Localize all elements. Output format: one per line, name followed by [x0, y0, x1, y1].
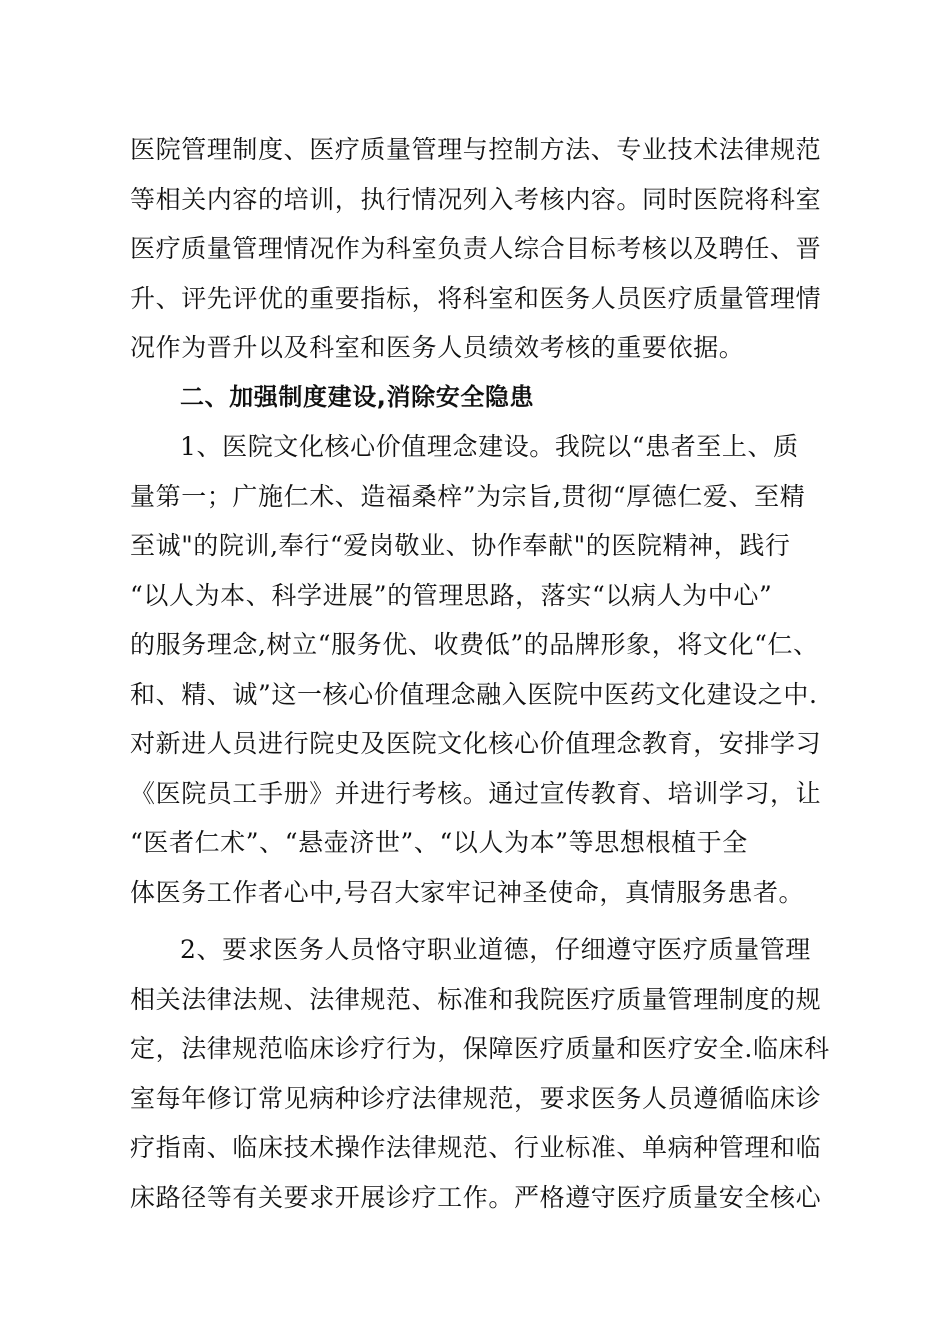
text-line: 《医院员工手册》并进行考核。通过宣传教育、培训学习，让 — [130, 778, 822, 808]
text-line: 相关法律法规、法律规范、标准和我院医疗质量管理制度的规 — [130, 984, 822, 1014]
paragraph-ethics — [130, 925, 835, 1222]
text-line: 1、医院文化核心价值理念建设。我院以“患者至上、质 — [180, 432, 799, 461]
text-line: “以人为本、科学进展”的管理思路，落实“以病人为中心” — [130, 580, 773, 610]
text-line: 和、精、诚”这一核心价值理念融入医院中医药文化建设之中. — [130, 679, 818, 709]
text-line: 对新进人员进行院史及医院文化核心价值理念教育，安排学习 — [130, 729, 822, 758]
text-line: 量第一；广施仁术、造福桑梓”为宗旨,贯彻“厚德仁爱、至精 — [130, 481, 806, 511]
text-line: 的服务理念,树立“服务优、收费低”的品牌形象，将文化“仁、 — [130, 630, 819, 659]
document-body — [130, 125, 835, 1222]
text-line: 2、要求医务人员恪守职业道德，仔细遵守医疗质量管理 — [180, 935, 811, 964]
text-line: 升、评先评优的重要指标，将科室和医务人员医疗质量管理情 — [130, 283, 822, 313]
text-line: 况作为晋升以及科室和医务人员绩效考核的重要依据。 — [130, 333, 745, 362]
text-line: 等相关内容的培训，执行情况列入考核内容。同时医院将科室 — [130, 184, 822, 214]
text-line: 疗指南、临床技术操作法律规范、行业标准、单病种管理和临 — [130, 1133, 822, 1162]
paragraph-culture — [130, 422, 835, 917]
text-line: 床路径等有关要求开展诊疗工作。严格遵守医疗质量安全核心 — [130, 1182, 822, 1212]
text-line: 定，法律规范临床诊疗行为，保障医疗质量和医疗安全.临床科 — [130, 1034, 830, 1063]
text-line: 至诚"的院训,奉行“爱岗敬业、协作奉献"的医院精神，践行 — [130, 531, 791, 560]
paragraph-training — [130, 125, 835, 373]
text-line: “医者仁术”、“悬壶济世”、“以人为本”等思想根植于全 — [130, 828, 748, 857]
text-line: 室每年修订常见病种诊疗法律规范，要求医务人员遵循临床诊 — [130, 1083, 822, 1113]
text-line: 医疗质量管理情况作为科室负责人综合目标考核以及聘任、晋 — [130, 234, 822, 263]
paragraph-gap — [130, 917, 835, 925]
text-line: 体医务工作者心中,号召大家牢记神圣使命，真情服务患者。 — [130, 877, 805, 907]
text-line: 医院管理制度、医疗质量管理与控制方法、专业技术法律规范 — [130, 135, 822, 164]
section-heading: 二、加强制度建设,消除安全隐患 — [180, 382, 535, 411]
